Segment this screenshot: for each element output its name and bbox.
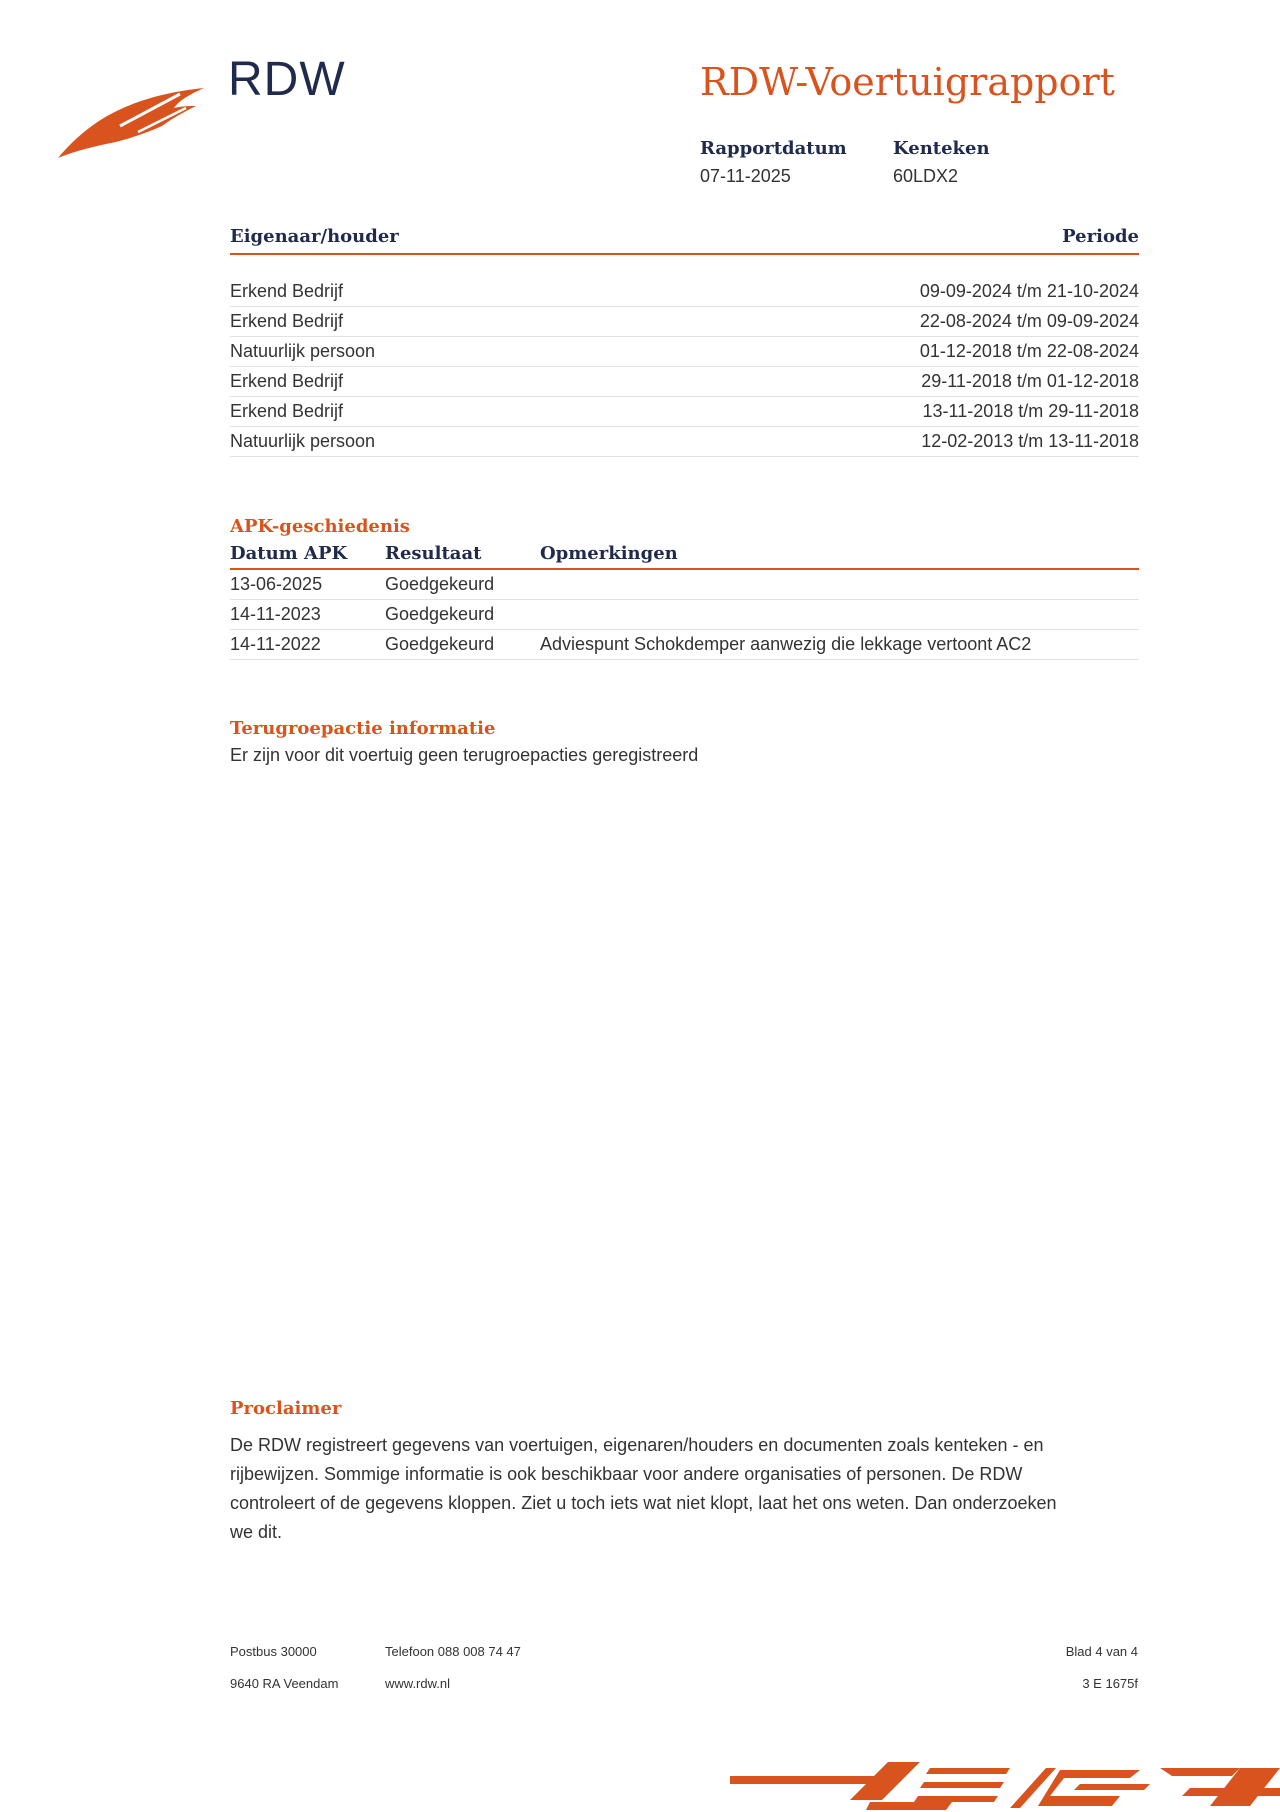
table-row	[230, 337, 1139, 367]
owner-column-header: Eigenaar/houder	[230, 226, 399, 247]
proclaimer-line: controleert of de gegevens kloppen. Ziet u toch iets wat niet klopt, laat het ons weten. Dan onderzoeken	[230, 1493, 1057, 1513]
rapportdatum-label: Rapportdatum	[700, 138, 847, 159]
footer-city: 9640 RA Veendam	[230, 1676, 339, 1691]
recall-title: Terugroepactie informatie	[230, 718, 496, 739]
table-row	[230, 367, 1139, 397]
rapportdatum-value: 07-11-2025	[700, 166, 791, 186]
period-cell: 09-09-2024 t/m 21-10-2024	[919, 281, 1139, 301]
apk-result-cell: Goedgekeurd	[385, 604, 495, 624]
period-cell: 22-08-2024 t/m 09-09-2024	[919, 311, 1139, 331]
document-title: RDW-Voertuigrapport	[700, 60, 1115, 104]
period-column-header: Periode	[1062, 226, 1139, 247]
owners-table-header	[230, 226, 1139, 255]
proclaimer-section	[230, 1398, 1139, 1547]
owner-cell: Natuurlijk persoon	[230, 341, 376, 361]
table-row	[230, 307, 1139, 337]
kenteken-label: Kenteken	[893, 138, 990, 159]
period-cell: 01-12-2018 t/m 22-08-2024	[919, 341, 1139, 361]
period-cell: 13-11-2018 t/m 29-11-2018	[922, 401, 1139, 421]
remarks-column-header: Opmerkingen	[540, 543, 678, 564]
period-cell: 12-02-2013 t/m 13-11-2018	[921, 431, 1139, 451]
date-column-header: Datum APK	[230, 543, 348, 564]
footer-postbus: Postbus 30000	[230, 1644, 317, 1659]
proclaimer-line: De RDW registreert gegevens van voertuigen, eigenaren/houders en documenten zoals kenteken - en	[230, 1435, 1044, 1455]
rdw-logo-text: RDW	[228, 53, 346, 106]
apk-table-header	[230, 543, 1139, 570]
proclaimer-line: rijbewijzen. Sommige informatie is ook beschikbaar voor andere organisaties of personen. De RDW	[230, 1464, 1023, 1484]
table-row	[230, 570, 1139, 600]
owner-cell: Erkend Bedrijf	[230, 311, 344, 331]
owner-cell: Erkend Bedrijf	[230, 401, 344, 421]
apk-history-title: APK-geschiedenis	[230, 516, 410, 537]
apk-result-cell: Goedgekeurd	[385, 634, 495, 654]
apk-date-cell: 13-06-2025	[230, 574, 323, 594]
proclaimer-text	[230, 1431, 1130, 1547]
owner-cell: Erkend Bedrijf	[230, 371, 344, 391]
apk-date-cell: 14-11-2023	[230, 604, 321, 624]
footer-page-number: Blad 4 van 4	[1065, 1644, 1138, 1659]
apk-history-section	[230, 516, 1139, 660]
rdw-logo-icon	[58, 82, 208, 162]
owner-cell: Natuurlijk persoon	[230, 431, 376, 451]
recall-section	[230, 718, 1139, 766]
result-column-header: Resultaat	[385, 543, 482, 564]
proclaimer-title: Proclaimer	[230, 1398, 342, 1419]
owner-cell: Erkend Bedrijf	[230, 281, 344, 301]
table-row	[230, 397, 1139, 427]
kenteken-value: 60LDX2	[893, 166, 959, 186]
apk-remarks-cell: Adviespunt Schokdemper aanwezig die lekkage vertoont AC2	[540, 634, 1032, 654]
recall-text: Er zijn voor dit voertuig geen terugroepacties geregistreerd	[230, 745, 699, 765]
footer-website[interactable]: www.rdw.nl	[385, 1676, 451, 1691]
period-cell: 29-11-2018 t/m 01-12-2018	[921, 371, 1139, 391]
owners-table	[230, 226, 1139, 457]
table-row	[230, 600, 1139, 630]
apk-result-cell: Goedgekeurd	[385, 574, 495, 594]
proclaimer-line: we dit.	[230, 1522, 283, 1542]
decorative-stripes-icon	[720, 1762, 1280, 1812]
footer-phone: Telefoon 088 008 74 47	[385, 1644, 521, 1659]
table-row	[230, 277, 1139, 307]
table-row	[230, 630, 1139, 660]
apk-date-cell: 14-11-2022	[230, 634, 321, 654]
footer-doc-code: 3 E 1675f	[1082, 1676, 1138, 1691]
table-row	[230, 427, 1139, 457]
